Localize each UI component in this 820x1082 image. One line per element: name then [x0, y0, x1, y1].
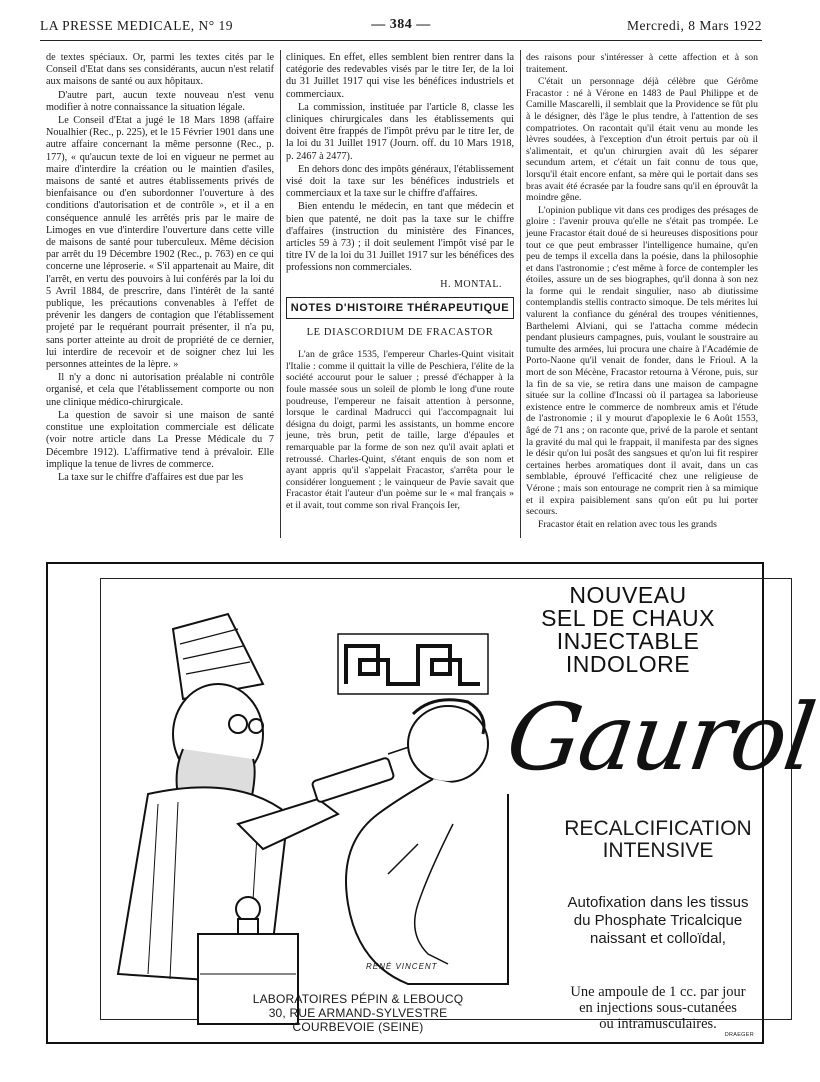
subhead-line: INTENSIVE: [602, 839, 714, 862]
page-header: [40, 14, 762, 36]
journal-title: LA PRESSE MEDICALE, N° 19: [40, 18, 234, 33]
ad-subhead: [508, 818, 808, 862]
paragraph: cliniques. En effet, elles semblent bien rentrer dans la catégorie des redevables visés par le titre Ier, de la loi du 31 Juillet 1917 qui vise les bénéfices industriels et commerciaux.: [286, 52, 514, 100]
printer-credit: DRAEGER: [724, 1032, 754, 1038]
paragraph: L'opinion publique vit dans ces prodiges des présages de gloire : l'avenir prouva qu'elle ne s'était pas trompée. Le jeune Fracastor était doué de si heureuses dispositions pour tout ce que peut embrasser l'intelligence humaine, qu'en peu de temps il excella dans la poésie, dans la philosophie et dans l'astronomie ; c'est même à force de contempler les étoiles, assure un de ses biographes, qu'il donna à son nez la forme qui le rendait singulier, naso ab diutissime contemplandis stellis contracto simoque. De tels mérites lui valurent la confiance du général des troupes vénitiennes, Barthelemi Alviani, qui se l'attacha comme médecin pendant plusieurs campagnes, puis, voulant le soustraire au tumulte des armées, lui procura une chaire à l'Académie de Porto-Naone qu'il venait de fonder, dans le Frioul. A la mort de son Mécène, Fracastor retourna à Vérone, puis, sur la fin de sa vie, se retira dans une maison de campagne située sur la colline d'Incassi où il partagea sa laborieuse existence entre le commerce de nombreux amis et l'étude de l'astronomie ; il y mourut d'apoplexie le 6 Août 1553, âgé de 71 ans ; on raconte que, privé de la parole et sentant la gravité du mal qui le frappait, il manifesta par des signes le désir qu'on lui posât des sangsues et qu'on lui fit respirer certaines herbes aromatiques dont il avait, dans un cas semblable, éprouvé l'efficacité chez une religieuse de Vérone ; mais son entourage ne comprit rien à sa mimique et il expira paisiblement sans qu'on eût pu lui porter secours.: [526, 204, 758, 518]
column-divider: [280, 50, 281, 538]
headline-line: SEL DE CHAUX: [541, 605, 715, 631]
ad-dosage: [518, 984, 798, 1032]
paragraph: En dehors donc des impôts généraux, l'établissement visé doit la taxe sur les bénéfices industriels et commerciaux et la taxe sur le chiffre d'affaires.: [286, 163, 514, 200]
paragraph: La question de savoir si une maison de santé constitue une exploitation commerciale est délicate (voir notre article dans La Presse Médicale du 7 Décembre 1912). L'affirmative tend à prévaloir. Elle implique la tenue de livres de commerce.: [46, 409, 274, 470]
lab-line: LABORATOIRES PÉPIN & LEBOUCQ: [252, 992, 464, 1006]
ad-laboratory: [248, 992, 468, 1034]
headline-line: NOUVEAU: [569, 582, 687, 608]
ad-description: [518, 894, 798, 948]
artist-signature: RENÉ VINCENT: [366, 962, 438, 971]
description-line: naissant et colloïdal,: [590, 930, 726, 947]
column-left: [46, 52, 274, 540]
paragraph: La taxe sur le chiffre d'affaires est due par les: [58, 471, 244, 483]
paragraph: L'an de grâce 1535, l'empereur Charles-Quint visitait l'Italie : comme il quittait la ville de Peschiera, l'élite de la société accourut pour le saluer ; pressé d'échapper à la foule massée sous un soleil de plomb le long d'une route poudreuse, l'empereur ne faisait attention à personne, lorsque le cardinal Madrucci qui l'accompagnait lui désigna du doigt, parmi les assistants, un homme encore jeune, très brun, petit de taille, large d'épaules et remarquable par la forme de son nez qu'il avait aplati et retroussé. Charles-Quint, s'étant enquis de son nom et ayant appris qu'il s'appelait Fracastor, s'arrêta pour le considérer longuement ; le vainqueur de Pavie savait que Fracastor était l'auteur d'un poème sur le « mal français » et il avait, tout comme son rival François Ier,: [286, 349, 514, 511]
gaurol-advertisement: [46, 562, 820, 1044]
description-line: du Phosphate Tricalcique: [573, 912, 743, 929]
column-middle: [286, 52, 514, 513]
brand-logo: Gaurol: [500, 684, 820, 791]
paragraph: Fracastor était en relation avec tous les grands: [538, 518, 717, 530]
subhead-line: RECALCIFICATION: [564, 817, 752, 840]
headline-line: INDOLORE: [565, 651, 691, 677]
dosage-line: en injections sous-cutanées: [579, 1000, 737, 1016]
ad-headline: [478, 584, 778, 676]
paragraph: de textes spéciaux. Or, parmi les textes cités par le Conseil d'Etat dans ses considérants, aucun n'est relatif aux maisons de santé ou aux hôpitaux.: [46, 52, 274, 88]
paragraph: La commission, instituée par l'article 8, classe les cliniques chirurgicales dans les établissements qui doivent être frappés de l'impôt prévu par le titre Ier, de la loi du 31 Juillet 1917 (Journ. off. du 10 Mars 1918, p. 2467 à 2477).: [286, 101, 514, 162]
header-rule: [40, 40, 762, 41]
article-title: LE DIASCORDIUM DE FRACASTOR: [306, 327, 494, 339]
lab-line: 30, RUE ARMAND-SYLVESTRE: [268, 1006, 448, 1020]
paragraph: Il n'y a donc ni autorisation préalable ni contrôle organisé, et cela que l'établissement comporte ou non une clinique médico-chirurgicale.: [46, 372, 274, 408]
section-heading: NOTES D'HISTOIRE THÉRAPEUTIQUE: [286, 297, 514, 319]
paragraph: Le Conseil d'Etat a jugé le 18 Mars 1898 (affaire Noualhier (Rec., p. 225), et le 15 Février 1901 dans une autre affaire concernant la même personne (Rec., p. 177), « qu'aucun texte de loi en vigueur ne permet au maire d'interdire la création ou le maintien d'asiles, maisons de santé et autres établissements privés de bienfaisance ou d'en subordonner l'ouverture à des conditions d'autorisation et de contrôle », et il a en conséquence annulé les arrêtés pris par le maire de Limoges en vue d'interdire l'ouverture dans cette ville de maisons de santé pour tuberculeux. Même décision par arrêt du 19 Décembre 1902 (Rec., p. 763) en ce qui concerne une léproserie. « S'il appartenait au Maire, dit l'arrêt, en vertu des pouvoirs à lui conférés par la loi du 5 Avril 1884, de prescrire, dans l'intérêt de la santé publique, les précautions convenables à l'effet de prévenir les dangers de contagion que l'établissement projeté par le requérant pourrait présenter, il n'a pu, sans porter atteinte au droit de propriété de ce dernier, lui interdire de recevoir et de soigner chez lui les personnes atteintes de la lèpre. »: [46, 115, 274, 371]
paragraph: D'autre part, aucun texte nouveau n'est venu modifier à notre connaissance la situation légale.: [46, 89, 274, 113]
dosage-line: Une ampoule de 1 cc. par jour: [570, 984, 746, 1000]
column-right: [526, 52, 758, 540]
author-signature: H. MONTAL.: [440, 278, 502, 290]
issue-date: Mercredi, 8 Mars 1922: [627, 18, 762, 33]
column-divider: [520, 50, 521, 538]
headline-line: INJECTABLE: [556, 628, 700, 654]
paragraph: des raisons pour s'intéresser à cette affection et à son traitement.: [526, 52, 758, 75]
paragraph: C'était un personnage déjà célèbre que Gérôme Fracastor : né à Vérone en 1483 de Paul Philippe et de Camille Mascarelli, il semblait que la Providence se fût plu à le désigner, dès l'âge le plus tendre, à l'attention de ses compatriotes. On racontait qu'il était venu au monde les lèvres soudées, à l'exception d'un étroit pertuis par où il s'alimentait, et qu'un chirurgien avait dû les séparer secundum artem, et c'était un fait connu de tous que, lorsqu'il était encore enfant, sa mère qui le portait dans ses bras avait été écrasée par la foudre sans qu'il en éprouvât la moindre gêne.: [526, 76, 758, 204]
page-number: — 384 —: [371, 17, 431, 32]
paragraph: Bien entendu le médecin, en tant que médecin et bien que patenté, ne doit pas la taxe sur le chiffre d'affaires (instruction du ministère des Finances, articles 59 à 73) ; il doit seulement l'impôt visé par le titre IV de la loi du 31 Juillet 1917 sur les bénéfices des professions non commerciales.: [286, 201, 514, 274]
dosage-line: ou intramusculaires.: [599, 1016, 717, 1032]
lab-line: COURBEVOIE (SEINE): [292, 1020, 424, 1034]
description-line: Autofixation dans les tissus: [567, 894, 749, 911]
doctor-injection-illustration: [88, 574, 518, 1034]
